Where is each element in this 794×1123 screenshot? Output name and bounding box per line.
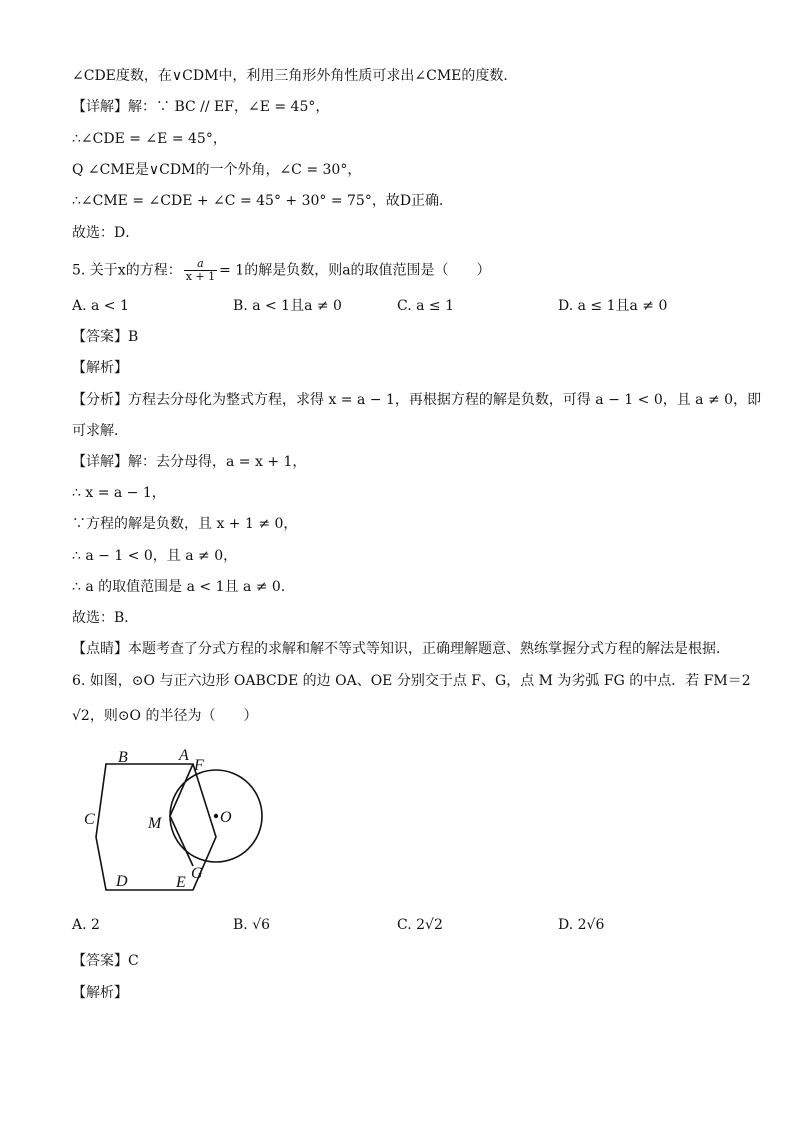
text-line: 故选：D．	[72, 225, 140, 241]
geometry-figure	[72, 740, 272, 895]
text-line: 【点睛】本题考查了分式方程的求解和解不等式等知识，正确理解题意、熟练掌握分式方程的解法是根据．	[72, 641, 730, 657]
analysis-label: 【解析】	[72, 985, 128, 1001]
question-5	[72, 258, 491, 283]
option-d: D. a ≤ 1且a ≠ 0	[558, 298, 668, 314]
text-line: ∠CDE度数，在∨CDM中，利用三角形外角性质可求出∠CME的度数．	[72, 68, 518, 84]
text-line: ∴∠CDE = ∠E = 45°，	[72, 131, 227, 147]
option-b: B. √6	[233, 917, 271, 933]
option-a: A. a < 1	[72, 298, 129, 314]
label-g: G	[191, 865, 203, 882]
label-b: B	[118, 749, 128, 766]
segment-mg	[170, 816, 193, 866]
text-line: 故选：B．	[72, 610, 139, 626]
answer-label: 【答案】C	[72, 953, 139, 969]
text-line: ∴ a 的取值范围是 a < 1且 a ≠ 0．	[72, 579, 295, 595]
answer-label: 【答案】B	[72, 329, 139, 345]
option-c: C. 2√2	[397, 917, 443, 933]
text-line: ∴∠CME = ∠CDE + ∠C = 45° + 30° = 75°，故D正确．	[72, 193, 454, 209]
option-d: D. 2√6	[558, 917, 605, 933]
option-b: B. a < 1且a ≠ 0	[233, 298, 342, 314]
question-5-prefix: 5. 关于x的方程：	[72, 262, 182, 279]
text-line: 可求解．	[72, 423, 128, 439]
text-line: 【详解】解：∵ BC // EF，∠E = 45°，	[72, 99, 330, 115]
question-6-continued: √2，则⊙O 的半径为（ ）	[72, 708, 258, 724]
option-c: C. a ≤ 1	[397, 298, 454, 314]
hexagon-circle-diagram	[72, 740, 272, 895]
text-line: ∴ a − 1 < 0，且 a ≠ 0，	[72, 548, 238, 564]
question-6: 6. 如图，⊙O 与正六边形 OABCDE 的边 OA、OE 分别交于点 F、G，点 M 为劣弧 FG 的中点．若 FM＝2	[72, 673, 751, 689]
label-e: E	[176, 874, 186, 891]
text-line: 【详解】解：去分母得，a = x + 1，	[72, 454, 307, 470]
text-line: ∵方程的解是负数，且 x + 1 ≠ 0，	[72, 516, 298, 532]
label-a: A	[179, 747, 189, 764]
question-5-suffix: = 1的解是负数，则a的取值范围是（ ）	[219, 262, 491, 279]
fraction-denominator: x + 1	[185, 270, 216, 283]
analysis-label: 【解析】	[72, 360, 128, 376]
text-line: Q ∠CME是∨CDM的一个外角，∠C = 30°，	[72, 162, 362, 178]
fraction	[184, 258, 217, 283]
label-m: M	[148, 815, 162, 832]
label-o: O	[220, 809, 232, 826]
label-f: F	[194, 757, 204, 774]
label-d: D	[116, 873, 128, 890]
fraction-numerator: a	[197, 257, 204, 270]
option-a: A. 2	[72, 917, 100, 933]
center-point	[214, 814, 218, 818]
label-c: C	[84, 811, 95, 828]
text-line: ∴ x = a − 1，	[72, 485, 166, 501]
text-line: 【分析】方程去分母化为整式方程，求得 x = a − 1，再根据方程的解是负数，可得 a − 1 < 0，且 a ≠ 0，即	[72, 392, 762, 408]
segment-fm	[170, 764, 193, 816]
